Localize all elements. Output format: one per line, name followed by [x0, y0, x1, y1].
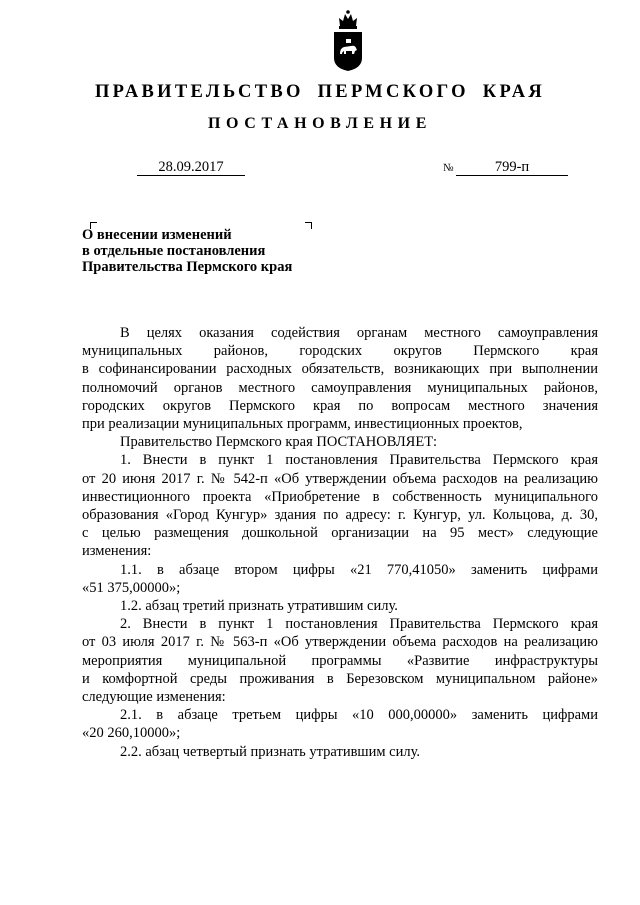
body-line: городских округов Пермского края по вопросам местного значения — [82, 397, 598, 414]
body-line: 2. Внести в пункт 1 постановления Правительства Пермского края — [120, 616, 598, 633]
body-line: 2.1. в абзаце третьем цифры «10 000,00000» заменить цифрами — [120, 707, 598, 724]
body-line: при реализации муниципальных программ, инвестиционных проектов, — [82, 416, 523, 433]
body-line: 2.2. абзац четвертый признать утратившим силу. — [120, 743, 421, 760]
body-line: «20 260,10000»; — [82, 725, 181, 742]
body-line: и комфортной среды проживания в Березовском муниципальном районе» — [82, 670, 598, 687]
subject-line: в отдельные постановления — [82, 243, 266, 259]
body-line: полномочий органов местного самоуправления муниципальных районов, — [82, 379, 598, 396]
body-line: от 03 июля 2017 г. № 563-п «Об утверждении объема расходов на реализацию — [82, 634, 598, 651]
body-line: следующие изменения: — [82, 689, 226, 706]
government-title: ПРАВИТЕЛЬСТВО ПЕРМСКОГО КРАЯ — [94, 82, 546, 102]
document-type: ПОСТАНОВЛЕНИЕ — [208, 115, 432, 132]
document-number: 799-п — [456, 159, 568, 176]
document-body — [82, 324, 598, 761]
document-date: 28.09.2017 — [137, 159, 245, 176]
body-line: муниципальных районов, городских округов Пермского края — [82, 343, 598, 360]
body-line: инвестиционного проекта «Приобретение в собственность муниципального — [82, 488, 598, 505]
body-line: образования «Город Кунгур» здания по адресу: г. Кунгур, ул. Кольцова, д. 30, — [82, 507, 598, 524]
body-line: 1.2. абзац третий признать утратившим силу. — [120, 598, 398, 615]
body-line: мероприятия муниципальной программы «Развитие инфраструктуры — [82, 652, 598, 669]
number-sign: № — [443, 162, 454, 174]
coat-of-arms-icon — [331, 8, 365, 72]
subject-line: О внесении изменений — [82, 227, 232, 243]
body-line: с целью размещения дошкольной организации на 95 мест» следующие — [82, 525, 598, 542]
body-line: от 20 июня 2017 г. № 542-п «Об утверждении объема расходов на реализацию — [82, 470, 598, 487]
document-subject — [82, 227, 342, 275]
body-line: изменения: — [82, 543, 152, 560]
body-line: 1. Внести в пункт 1 постановления Правительства Пермского края — [120, 452, 598, 469]
body-line: Правительство Пермского края ПОСТАНОВЛЯЕТ: — [120, 434, 438, 451]
body-line: 1.1. в абзаце втором цифры «21 770,41050» заменить цифрами — [120, 561, 598, 578]
subject-line: Правительства Пермского края — [82, 259, 293, 275]
body-line: в софинансировании расходных обязательств, возникающих при выполнении — [82, 361, 598, 378]
body-line: «51 375,00000»; — [82, 579, 181, 596]
body-line: В целях оказания содействия органам местного самоуправления — [120, 325, 598, 341]
